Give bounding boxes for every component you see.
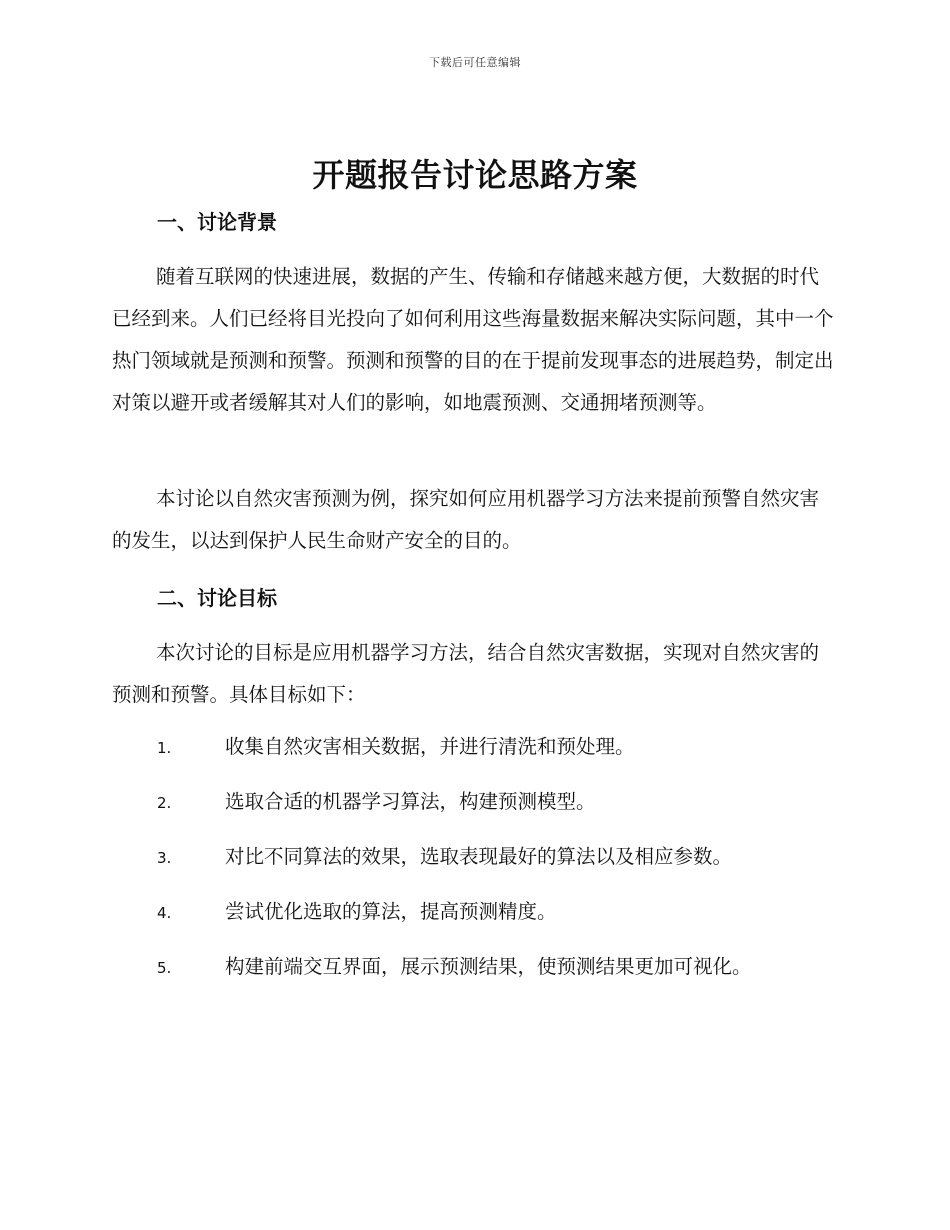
goal-text: 对比不同算法的效果，选取表现最好的算法以及相应参数。 (225, 845, 733, 868)
goal-item (0, 898, 950, 953)
goal-number: 5. (157, 959, 172, 977)
goals-list (0, 733, 950, 1008)
section-heading-background: 一、讨论背景 (157, 210, 277, 234)
goals-intro-paragraph: 本次讨论的目标是应用机器学习方法，结合自然灾害数据，实现对自然灾害的预测和预警。具体目标如下： (112, 641, 820, 706)
goal-number: 3. (157, 849, 172, 867)
goal-number: 2. (157, 794, 172, 812)
goal-text: 构建前端交互界面，展示预测结果，使预测结果更加可视化。 (225, 955, 752, 978)
goal-item (0, 953, 950, 1008)
header-note: 下载后可任意编辑 (429, 56, 521, 69)
section-heading-goals: 二、讨论目标 (157, 586, 277, 610)
background-paragraph-1: 随着互联网的快速进展，数据的产生、传输和存储越来越方便，大数据的时代已经到来。人们已经将目光投向了如何利用这些海量数据来解决实际问题，其中一个热门领域就是预测和预警。预测和预警的目的在于提前发现事态的进展趋势，制定出对策以避开或者缓解其对人们的影响，如地震预测、交通拥堵预测等。 (112, 265, 834, 414)
goal-item (0, 733, 950, 788)
goal-text: 选取合适的机器学习算法，构建预测模型。 (225, 790, 596, 813)
background-paragraph-2: 本讨论以自然灾害预测为例，探究如何应用机器学习方法来提前预警自然灾害的发生，以达到保护人民生命财产安全的目的。 (112, 487, 820, 552)
goal-item (0, 788, 950, 843)
goal-number: 4. (157, 904, 172, 922)
goal-number: 1. (157, 739, 172, 757)
document-title: 开题报告讨论思路方案 (312, 156, 638, 194)
goal-text: 尝试优化选取的算法，提高预测精度。 (225, 900, 557, 923)
goal-text: 收集自然灾害相关数据，并进行清洗和预处理。 (225, 735, 635, 758)
goal-item (0, 843, 950, 898)
